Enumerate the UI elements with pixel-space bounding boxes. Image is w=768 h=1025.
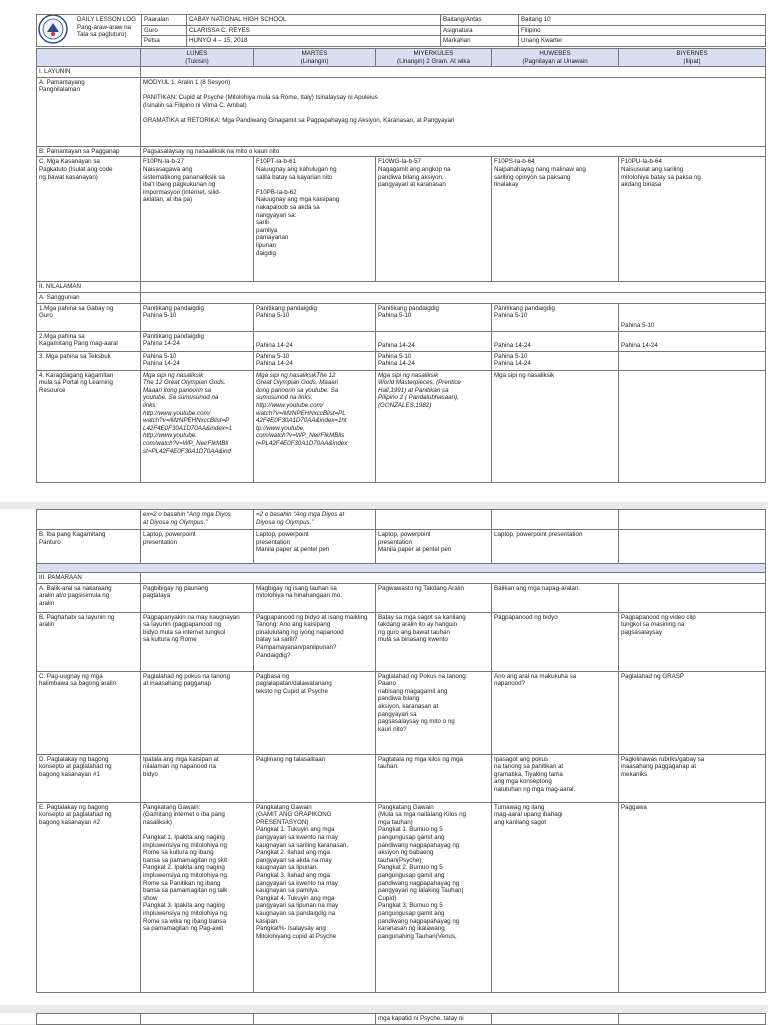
- label-pag-uugnay: C. Pag-uugnay ng mga halimbawa sa bagong aralin: [37, 671, 141, 754]
- kagamitan-cell: Panitikang pandaigdig Pahina 14-24: [141, 331, 254, 351]
- day-tuesday: MARTES (Linangin): [254, 49, 376, 67]
- gabay-cell: Pahina 5-10: [619, 303, 766, 331]
- label-quarter: Markahan: [441, 36, 519, 47]
- teksbuk-cell: Pahina 5-10 Pahina 14-24: [492, 351, 619, 370]
- label-paghahabi: B. Paghahabi sa layunin ng aralin: [37, 612, 141, 671]
- header-table: [36, 14, 766, 47]
- label-pamantayan-pagganap: B. Pamantayan sa Pagganap: [37, 146, 141, 157]
- section-nilalaman: II. NILALAMAN: [37, 282, 141, 293]
- paghahabi-cell: Pagpapanood ng bidyo at isang maikling Tanong: Ano ang kaisipang pinalulutang ng iyong napanood batay sa sarili? Pampamayanan/panlipunan? Pandaigdig?: [254, 612, 376, 671]
- lesson-table-page3: [36, 1013, 766, 1025]
- pag-uugnay-cell: Pagbasa ng paglalapatan/dalawatanang teksto ng Cupid at Psyche: [254, 671, 376, 754]
- label-kasanayan: C. Mga Kasanayan sa Pagkatuto (Isulat ang code ng bawat kasanayan): [37, 157, 141, 282]
- karagdagang-cell: Mga sipi ng nasaliksik The 12 Great Olympian Gods. Maaari itong panoorin sa youtube. Sa sumusunod na links: http://www.youtube.com/ watch?v=iMzNPEHNxccBlist=P L42F4E0F30A1D70AA&index=1 http://www.youtube. com/watch?v=WP_NeirFIkMBli st=PL42F4E0F30A1D70AA&ind: [141, 370, 254, 482]
- pagtalakay-2-cell: Paggawa: [619, 802, 766, 992]
- pagtalakay-1-cell: Pagkilinawas rubriks/gabay sa inaasahang paggaganap at mekaniks: [619, 754, 766, 802]
- kagamitan-cell: Pahina 14-24: [492, 331, 619, 351]
- days-header-blank: [37, 49, 141, 67]
- teksbuk-cell: Pahina 5-10 Pahina 14-24: [254, 351, 376, 370]
- continued-cell: mga kapatid ni Psyche, tatay ni: [376, 1014, 492, 1025]
- kagamitan-cell: Pahina 14-24: [619, 331, 766, 351]
- teksbuk-cell: Pahina 5-10 Pahina 14-24: [376, 351, 492, 370]
- continued-cell: =2 o basahin “Ang mga Diyos at Diyosa ng Olympus.”: [254, 510, 376, 530]
- pamantayang-pangnilalaman-text: MODYUL 1. Aralin 1 (8 Sesyon) PANITIKAN: Cupid at Psyche (Mitolohiya mula sa Rome, Italy) Isinalaysay ni Apuleius (Isinalin sa Filipino ni Vilma C. Ambat) GRAMATIKA at RETORIKA: Mga Pandiwang Ginagamit sa Pagpapahayag ng Aksiyon, Karanasan, at Pangyayari: [141, 77, 766, 146]
- paghahabi-cell: Pagpapanood ng video clip tungkol sa masining na pagsasalaysay: [619, 612, 766, 671]
- label-kagamitan: 2.Mga pahina sa Kagamitang Pang mag-aaral: [37, 331, 141, 351]
- value-school: CABAY NATIONAL HIGH SCHOOL: [187, 15, 441, 26]
- document-page-1: [0, 0, 768, 502]
- kasanayan-cell: F10PS-Ia-b-64 Naipahahayag nang malinaw ang sariling opinyon sa paksang tinalakay: [492, 157, 619, 282]
- pag-uugnay-cell: Paglalahad ng Pokus na tanong: Paano nabisang magagamit ang pandiwa bilang aksiyon, karanasan at pangyayari sa pagsasalaysay ng mito o ng kauri nito?: [376, 671, 492, 754]
- pagtalakay-2-cell: Pangkatang Gawain: (Gamitang internet o iba pang nasaliksik) Pangkat 1. Ipakita ang naging impluwensiya ng mitolohiya ng Rome sa kultura ng ibang bansa sa pamamagitan ng skit Pangkat 2. Ipakita ang naging impluwensiya ng mitolohiya ng Rome sa Panitikan ng ibang bansa sa pamamagitan ng talk show Pangkat 3. Ipakita ang naging impluwensiya ng mitolohiya ng Rome sa wika ng ibang bansa sa pamamagitan ng Pag-awit: [141, 802, 254, 992]
- continued-cell: [492, 510, 619, 530]
- label-sanggunian: A. Sanggunian: [37, 292, 141, 303]
- balik-aral-cell: Magbigay ng isang tauhan sa mitolohiya na hinahangaan mo.: [254, 583, 376, 612]
- label-pagtalakay-2: E. Pagtalakay ng bagong konsepto at paglalahad ng bagong kasanayan #2: [37, 802, 141, 992]
- teksbuk-cell: Pahina 5-10 Pahina 14-24: [141, 351, 254, 370]
- continued-cell: [376, 510, 492, 530]
- continued-cell: [619, 510, 766, 530]
- gabay-cell: Panitikang pandaigdig Pahina 5-10: [141, 303, 254, 331]
- day-monday: LUNES (Tukisin): [141, 49, 254, 67]
- balik-aral-cell: Pagwawasto ng Takdang Aralin: [376, 583, 492, 612]
- kagamitan-cell: Pahina 14-24: [376, 331, 492, 351]
- label-date: Petsa: [142, 36, 187, 47]
- kagamitan-panturo-cell: Laptop, powerpoint presentation Manila paper at pentel pen: [376, 530, 492, 564]
- pagtalakay-2-cell: Pangkatang Gawain (Mula sa mga naitalang Kilos ng mga tauhan) Pangkat 1. Bumuo ng 5 pangungusap gamit ang pandiwang nagpapahayag ng aksiyon ng babaeng tauhan(Psyche) Pangkat 2. Bumuo ng 5 pangungusap gamit ang pandiwang nagpapahayag ng pangyayari ng lalaking Tauhan( Cupid) Pangkat 3; Bumuo ng 5 pangungusap gamit ang pandiwang nagpapahayag ng karanasan ng ikalawang pangunahing Tauhan(Venus,: [376, 802, 492, 992]
- karagdagang-cell: [619, 370, 766, 482]
- karagdagang-cell: Mga sipi ng nasaliksikThe 12 Great Olympian Gods. Maaari itong panoorin sa youtube. Sa sumusunod na links: http://www.youtube.com/ watch?v=iMzNPEHNxccBlist=PL 42F4E0F30A1D70AA&index=1ht tp://www.youtube. com/watch?v=WP_NeirFIkMBlis t=PL42F4E0F30A1D70AA&index: [254, 370, 376, 482]
- kagamitan-panturo-cell: [619, 530, 766, 564]
- karagdagang-cell: Mga sipi ng nasaliksik: [492, 370, 619, 482]
- value-grade: Baitang 10: [519, 15, 766, 26]
- balik-aral-cell: Pagbibigay ng paunang pagtataya: [141, 583, 254, 612]
- document-page-2: [0, 509, 768, 1005]
- kagamitan-panturo-cell: Laptop, powerpoint presentation Manila paper at pentel pen: [254, 530, 376, 564]
- kasanayan-cell: F10PT-Ia-b-61 Naiuugnay ang kahulugan ng salita batay sa kayarian nito F10PB-Ia-b-62 Naiuugnay ang mga kaisipang nakapaloob sa akda sa nangyayari sa: sarili pamilya pamayanan lipunan daigdig: [254, 157, 376, 282]
- label-iba-pang-kagamitan: B. Iba pang Kagamitang Panturo: [37, 530, 141, 564]
- pagtalakay-2-cell: Pangkatang Gawain (GAMIT ANG GRAPIKONG PRESENTASYON) Pangkat 1. Tukuyin ang mga pangyayari sa kwento na may kaugnayan sa sariling karanasan. Pangkat 2. Ilahad ang mga pangyayari sa akda na may kaugnayan sa lipunan. Pangkat 3. Ilahad ang mga pangyayari sa kwento na may kaugnayan sa pamilya. Pangkat 4. Tukuyin ang mga pangyayari sa lipunan na may kaugnayan sa pandaigdig na kasipan. Pangkat%- Isalaysay ang Mitolohiyang cupid at Psyche: [254, 802, 376, 992]
- kagamitan-panturo-cell: Laptop, powerpoint presentation: [141, 530, 254, 564]
- day-wednesday: MIYERKULES (Linangin) 2 Gram. At wika: [376, 49, 492, 67]
- label-teksbuk: 3. Mga pahina sa Teksbuk: [37, 351, 141, 370]
- kasanayan-cell: F10PN-Ia-b-27 Naisasagawa ang sistematikong pananaliksik sa ibaʼt ibang pagkukunan ng impormasyon (internet, silid- aklatan, at iba pa): [141, 157, 254, 282]
- lesson-table-page2: [36, 509, 766, 993]
- kagamitan-panturo-cell: Laptop, powerpoint presentation: [492, 530, 619, 564]
- label-gabay: 1.Mga pahina sa Gabay ng Guro: [37, 303, 141, 331]
- kasanayan-cell: F10PU-Ia-b-64 Naisusulat ang sariling mitolohiya batay sa paksa ng akdang binasa: [619, 157, 766, 282]
- gabay-cell: Panitikang pandaigdig Pahina 5-10: [492, 303, 619, 331]
- label-subject: Asignatura: [441, 25, 519, 36]
- pagtalakay-1-cell: Ipatala ang mga kaisipan at nilalaman ng napanood na bidyo: [141, 754, 254, 802]
- balik-aral-cell: [619, 583, 766, 612]
- label-teacher: Guro: [142, 25, 187, 36]
- karagdagang-cell: Mga sipi ng nasaliksik World Masterpieces, (Prentice Hall,1991) at Panitikan sa Pilipino 2 ( Pandalubhasaan), (GONZALES,1982): [376, 370, 492, 482]
- label-karagdagang: 4. Karagdagang kagamitan mula sa Portal ng Learning Resource: [37, 370, 141, 482]
- teksbuk-cell: [619, 351, 766, 370]
- section-layunin: I. LAYUNIN: [37, 67, 141, 78]
- section-pamaraan: III. PAMARAAN: [37, 573, 141, 584]
- gabay-cell: Panitikang pandaigdig Pahina 5-10: [376, 303, 492, 331]
- pagtalakay-1-cell: Pagtatala ng mga kilos ng mga tauhan.: [376, 754, 492, 802]
- paghahabi-cell: Pagpapanood ng bidyo: [492, 612, 619, 671]
- kasanayan-cell: F10WG-Ia-b-57 Nagagamit ang angkop na pandiwa bilang aksiyon, pangyayari at karanasan: [376, 157, 492, 282]
- label-school: Paaralan: [142, 15, 187, 26]
- pagtalakay-2-cell: Tumawag ng ilang mag-aaral upang ibahagi ang kanilang sagot: [492, 802, 619, 992]
- value-quarter: Unang Kwarter: [519, 36, 766, 47]
- pagtalakay-1-cell: Paglinang ng talasalitaan: [254, 754, 376, 802]
- continued-cell: ex=2 o basahin “Ang mga Diyos at Diyosa ng Olympus.”: [141, 510, 254, 530]
- value-teacher: CLARISSA C. REYES: [187, 25, 441, 36]
- value-subject: Filipino: [519, 25, 766, 36]
- label-pamantayang-pangnilalaman: A. Pamantayang Pangnilalaman: [37, 77, 141, 146]
- gabay-cell: Panitikang pandaigdig Pahina 5-10: [254, 303, 376, 331]
- label-pagtalakay-1: D. Pagtalakay ng bagong konsepto at paglalahad ng bagong kasanayan #1: [37, 754, 141, 802]
- paghahabi-cell: Pagpapanyakin na may kaugnayan sa layunin (pagpapanood ng bidyo mula sa internet tungkol sa kultura ng Rome: [141, 612, 254, 671]
- pagtalakay-1-cell: Ipasagot ang pokus na tanong sa panitikan at gramatika. Tiyaking tama ang mga konseptong natutuhan ng mga mag-aaral.: [492, 754, 619, 802]
- label-balik-aral: A. Balik-aral sa nakaraang aralin at/o pagsisimula ng aralin: [37, 583, 141, 612]
- day-friday: BIYERNES (Ilipat): [619, 49, 766, 67]
- value-date: HUNYO 4 – 15, 2018: [187, 36, 441, 47]
- document-page-3: [0, 1013, 768, 1024]
- pag-uugnay-cell: Paglalahad ng pokus na tanong at inaasahang pagganap: [141, 671, 254, 754]
- paghahabi-cell: Batay sa mga sagot sa kanilang takdang aralin ito ay hanguin ng guro ang bawat tauhan mula sa binasang kwento: [376, 612, 492, 671]
- pag-uugnay-cell: Paglalahad ng GRASP: [619, 671, 766, 754]
- pamantayan-pagganap-text: Pagsasalaysay ng nasaaliksik na mito o kauri nito: [141, 146, 766, 157]
- day-thursday: HUWEBES (Pagnilayan at Unawain: [492, 49, 619, 67]
- balik-aral-cell: Balikan ang mga napag-aralan.: [492, 583, 619, 612]
- lesson-table-page1: [36, 48, 766, 483]
- dll-title: DAILY LESSON LOG Pang-araw-araw na Tala sa pagtuturo): [37, 15, 142, 47]
- kagamitan-cell: Pahina 14-24: [254, 331, 376, 351]
- label-grade: Baitang/Antas: [441, 15, 519, 26]
- pag-uugnay-cell: Ano ang aral na makukuha sa napanood?: [492, 671, 619, 754]
